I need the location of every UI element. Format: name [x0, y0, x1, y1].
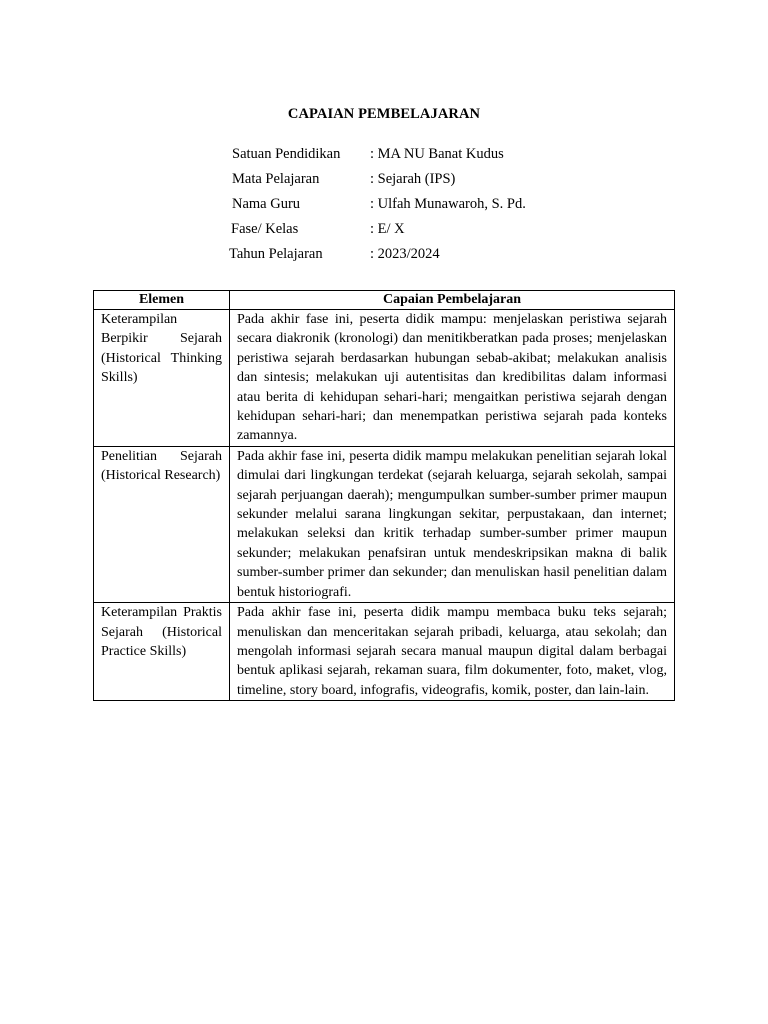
info-row-mapel	[0, 169, 768, 189]
info-label: Fase/ Kelas	[231, 221, 299, 237]
table-row	[94, 310, 675, 447]
info-value: : 2023/2024	[370, 246, 440, 262]
info-label: Nama Guru	[232, 196, 301, 212]
info-label: Tahun Pelajaran	[229, 246, 323, 262]
elemen-cell: Keterampilan Praktis Sejarah (Historical Practice Skills)	[94, 603, 230, 701]
info-label: Satuan Pendidikan	[232, 146, 341, 162]
header-capaian: Capaian Pembelajaran	[230, 291, 675, 310]
header-elemen: Elemen	[94, 291, 230, 310]
info-value: : MA NU Banat Kudus	[370, 146, 504, 162]
capaian-cell: Pada akhir fase ini, peserta didik mampu membaca buku teks sejarah; menuliskan dan menceritakan sejarah pribadi, keluarga, atau sekolah; dan mengolah informasi sejarah secara manual maupun digital dalam berbagai bentuk aplikasi sejarah, rekaman suara, film dokumenter, foto, maket, vlog, timeline, story board, infografis, videografis, komik, poster, dan lain-lain.	[230, 603, 675, 701]
info-label: Mata Pelajaran	[232, 171, 320, 187]
capaian-cell: Pada akhir fase ini, peserta didik mampu: menjelaskan peristiwa sejarah secara diakronik (kronologi) dan menitikberatkan pada proses; menjelaskan peristiwa sejarah berdasarkan hubungan sebab-akibat; melakukan analisis dan sintesis; melakukan uji autentisitas dan kredibilitas dalam informasi atau berita di kehidupan sehari-hari; mengaitkan peristiwa sejarah dengan kehidupan sehari-hari; dan menempatkan peristiwa sejarah pada konteks zamannya.	[230, 310, 675, 447]
info-row-tahun	[0, 244, 768, 264]
table-row	[94, 446, 675, 602]
elemen-cell: Keterampilan Berpikir Sejarah (Historical Thinking Skills)	[94, 310, 230, 447]
capaian-table	[93, 290, 675, 701]
elemen-cell: Penelitian Sejarah (Historical Research)	[94, 446, 230, 602]
capaian-cell: Pada akhir fase ini, peserta didik mampu melakukan penelitian sejarah lokal dimulai dari lingkungan terdekat (sejarah keluarga, sejarah sekolah, sampai sejarah perjuangan daerah); mengumpulkan sumber-sumber primer maupun sekunder melalui sarana lingkungan sekitar, perpustakaan, dan internet; melakukan seleksi dan kritik terhadap sumber-sumber primer maupun sekunder; melakukan penafsiran untuk mendeskripsikan makna di balik sumber-sumber primer dan sekunder; dan menuliskan hasil penelitian dalam bentuk historiografi.	[230, 446, 675, 602]
info-value: : Sejarah (IPS)	[370, 171, 456, 187]
info-row-satuan	[0, 144, 768, 164]
table-row	[94, 603, 675, 701]
info-row-guru	[0, 194, 768, 214]
info-value: : Ulfah Munawaroh, S. Pd.	[370, 196, 526, 212]
info-value: : E/ X	[370, 221, 405, 237]
page-title: CAPAIAN PEMBELAJARAN	[287, 106, 481, 122]
info-row-fase	[0, 219, 768, 239]
table-header-row	[94, 291, 675, 310]
